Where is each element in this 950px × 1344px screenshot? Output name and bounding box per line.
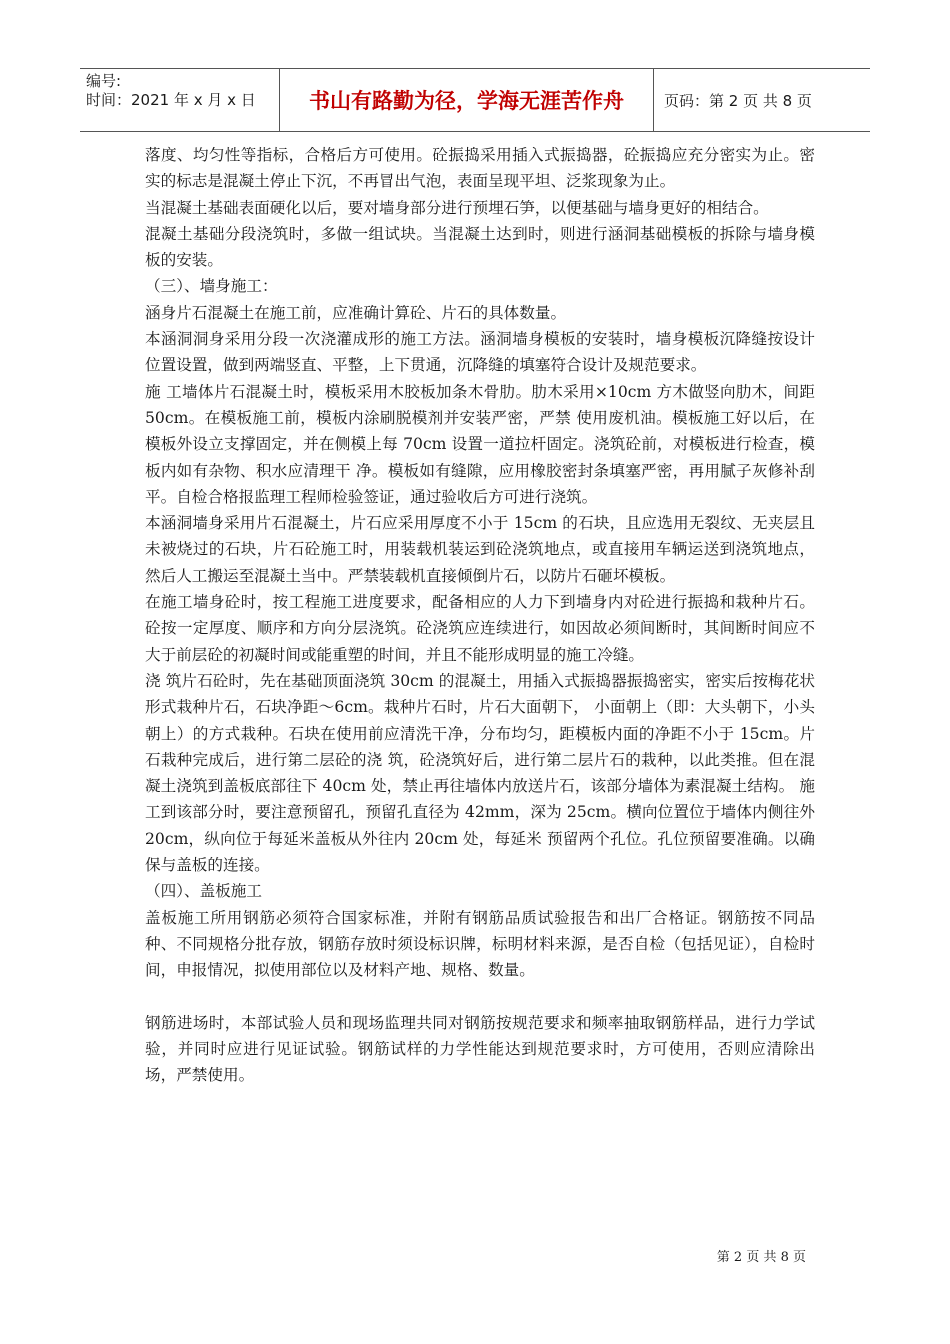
- body-paragraph: 浇 筑片石砼时，先在基础顶面浇筑 30cm 的混凝土，用插入式振捣器振捣密实，密实后按梅花状形式栽种片石，石块净距～6cm。栽种片石时，片石大面朝下， 小面朝上（即：大头朝下，小头朝上）的方式栽种。石块在使用前应清洗干净，分布均匀，距模板内面的净距不小于 15cm。片石栽种完成后，进行第二层砼的浇 筑，砼浇筑好后，进行第二层片石的栽种，以此类推。但在混凝土浇筑到盖板底部往下 40cm 处，禁止再往墙体内放送片石，该部分墙体为素混凝土结构。 施工到该部分时，要注意预留孔，预留孔直径为 42mm，深为 25cm。横向位置位于墙体内侧往外 20cm，纵向位于每延米盖板从外往内 20cm 处，每延米 预留两个孔位。孔位预留要准确。以确保与盖板的连接。: [145, 671, 815, 875]
- header-meta: [80, 69, 280, 131]
- header-page-code: 页码：第 2 页 共 8 页: [664, 91, 812, 110]
- body-paragraph: 在施工墙身砼时，按工程施工进度要求，配备相应的人力下到墙身内对砼进行振捣和栽种片石。砼按一定厚度、顺序和方向分层浇筑。砼浇筑应连续进行，如因故必须间断时，其间断时间应不大于前层砼的初凝时间或能重塑的时间，并且不能形成明显的施工冷缝。: [145, 593, 815, 664]
- body-paragraph: 盖板施工所用钢筋必须符合国家标准，并附有钢筋品质试验报告和出厂合格证。钢筋按不同品种、不同规格分批存放，钢筋存放时须设标识牌，标明材料来源，是否自检（包括见证），自检时间，申报情况，拟使用部位以及材料产地、规格、数量。: [145, 908, 815, 980]
- document-number-label: 编号:: [86, 72, 122, 90]
- body-paragraph: 本涵洞洞身采用分段一次浇灌成形的施工方法。涵洞墙身模板的安装时，墙身模板沉降缝按设计位置设置，做到两端竖直、平整，上下贯通，沉降缝的填塞符合设计及规范要求。: [145, 330, 815, 375]
- document-time-label: 时间：2021 年 x 月 x 日: [86, 91, 256, 109]
- body-paragraph: 落度、均匀性等指标，合格后方可使用。砼振捣采用插入式振捣器，砼振捣应充分密实为止。密实的标志是混凝土停止下沉，不再冒出气泡，表面呈现平坦、泛浆现象为止。: [145, 146, 815, 191]
- section-heading: （四）、盖板施工: [145, 882, 262, 901]
- body-paragraph: 本涵洞墙身采用片石混凝土，片石应采用厚度不小于 15cm 的石块，且应选用无裂纹、无夹层且未被烧过的石块，片石砼施工时，用装载机装运到砼浇筑地点，或直接用车辆运送到浇筑地点，然后人工搬运至混凝土当中。严禁装载机直接倾倒片石，以防片石砸坏模板。: [145, 514, 815, 585]
- document-body: [145, 142, 815, 1088]
- body-paragraph: 钢筋进场时，本部试验人员和现场监理共同对钢筋按规范要求和频率抽取钢筋样品，进行力学试验，并同时应进行见证试验。钢筋试样的力学性能达到规范要求时，方可使用，否则应清除出场，严禁使用。: [145, 1013, 815, 1085]
- body-paragraph: 施 工墙体片石混凝土时，模板采用木胶板加条木骨肋。肋木采用×10cm 方木做竖向肋木，间距 50cm。在模板施工前，模板内涂刷脱模剂并安装严密，严禁 使用废机油。模板施工好以后，在模板外设立支撑固定，并在侧模上每 70cm 设置一道拉杆固定。浇筑砼前，对模板进行检查，模板内如有杂物、积水应清理干 净。模板如有缝隙，应用橡胶密封条填塞严密，再用腻子灰修补刮平。自检合格报监理工程师检验签证，通过验收后方可进行浇筑。: [145, 382, 815, 506]
- section-heading: （三）、墙身施工：: [145, 277, 278, 296]
- page-footer: 第 2 页 共 8 页: [716, 1250, 806, 1265]
- body-paragraph: 涵身片石混凝土在施工前，应准确计算砼、片石的具体数量。: [145, 303, 567, 322]
- body-paragraph: 混凝土基础分段浇筑时，多做一组试块。当混凝土达到时，则进行涵洞基础模板的拆除与墙身模板的安装。: [145, 224, 815, 270]
- body-paragraph: 当混凝土基础表面硬化以后，要对墙身部分进行预埋石笋，以便基础与墙身更好的相结合。: [145, 198, 769, 217]
- header-motto: 书山有路勤为径，学海无涯苦作舟: [280, 69, 654, 131]
- page-header: [80, 68, 870, 132]
